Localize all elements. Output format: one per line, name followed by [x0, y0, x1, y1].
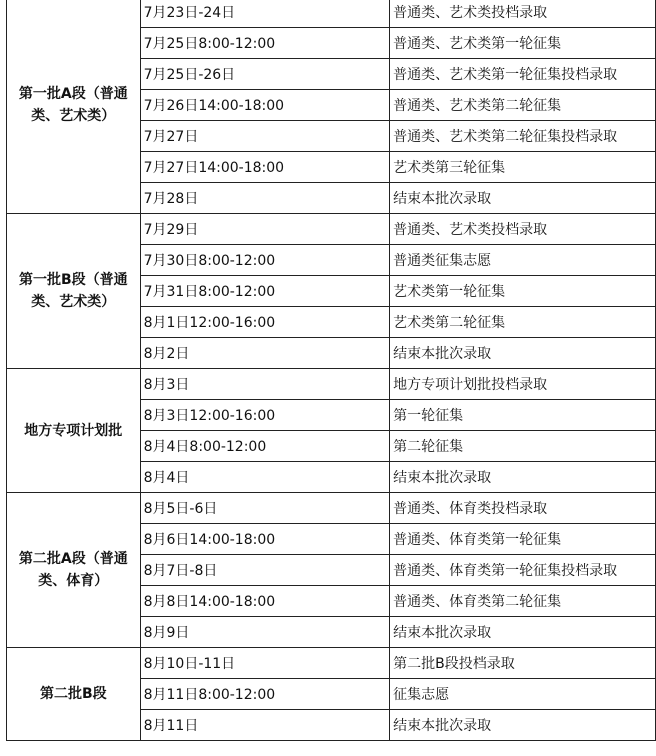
- admission-schedule-table: [6, 0, 656, 741]
- description-cell: 结束本批次录取: [390, 462, 656, 493]
- date-cell: 7月23日-24日: [140, 0, 390, 28]
- batch-name: 第一批B段（普通类、艺术类）: [18, 272, 128, 310]
- description-cell: 结束本批次录取: [390, 617, 656, 648]
- date-cell: 8月2日: [140, 338, 390, 369]
- description-cell: 艺术类第一轮征集: [390, 276, 656, 307]
- description-cell: 普通类、艺术类投档录取: [390, 0, 656, 28]
- batch-name-cell: [7, 0, 141, 214]
- schedule-body: [7, 0, 656, 741]
- batch-name-cell: [7, 369, 141, 493]
- date-cell: 8月11日8:00-12:00: [140, 679, 390, 710]
- batch-name: 第二批B段: [39, 686, 107, 702]
- description-cell: 普通类、艺术类投档录取: [390, 214, 656, 245]
- date-cell: 8月5日-6日: [140, 493, 390, 524]
- date-cell: 8月7日-8日: [140, 555, 390, 586]
- date-cell: 8月10日-11日: [140, 648, 390, 679]
- date-cell: 8月3日: [140, 369, 390, 400]
- description-cell: 普通类、体育类第一轮征集: [390, 524, 656, 555]
- description-cell: 结束本批次录取: [390, 183, 656, 214]
- table-row: [7, 0, 656, 28]
- description-cell: 第二批B段投档录取: [390, 648, 656, 679]
- description-cell: 普通类、艺术类第一轮征集: [390, 28, 656, 59]
- date-cell: 7月27日14:00-18:00: [140, 152, 390, 183]
- description-cell: 普通类、艺术类第二轮征集: [390, 90, 656, 121]
- table-row: [7, 214, 656, 245]
- description-cell: 第一轮征集: [390, 400, 656, 431]
- description-cell: 第二轮征集: [390, 431, 656, 462]
- batch-name-cell: [7, 214, 141, 369]
- description-cell: 普通类征集志愿: [390, 245, 656, 276]
- description-cell: 艺术类第二轮征集: [390, 307, 656, 338]
- date-cell: 8月1日12:00-16:00: [140, 307, 390, 338]
- description-cell: 结束本批次录取: [390, 338, 656, 369]
- date-cell: 8月11日: [140, 710, 390, 741]
- description-cell: 地方专项计划批投档录取: [390, 369, 656, 400]
- batch-name-cell: [7, 648, 141, 741]
- description-cell: 普通类、艺术类第二轮征集投档录取: [390, 121, 656, 152]
- description-cell: 结束本批次录取: [390, 710, 656, 741]
- date-cell: 7月26日14:00-18:00: [140, 90, 390, 121]
- date-cell: 8月4日8:00-12:00: [140, 431, 390, 462]
- date-cell: 7月27日: [140, 121, 390, 152]
- description-cell: 普通类、体育类投档录取: [390, 493, 656, 524]
- date-cell: 8月6日14:00-18:00: [140, 524, 390, 555]
- description-cell: 艺术类第三轮征集: [390, 152, 656, 183]
- description-cell: 普通类、艺术类第一轮征集投档录取: [390, 59, 656, 90]
- date-cell: 7月31日8:00-12:00: [140, 276, 390, 307]
- date-cell: 7月25日8:00-12:00: [140, 28, 390, 59]
- date-cell: 7月30日8:00-12:00: [140, 245, 390, 276]
- batch-name: 地方专项计划批: [24, 422, 123, 439]
- date-cell: 8月9日: [140, 617, 390, 648]
- batch-name: 第一批A段（普通类、艺术类）: [18, 86, 128, 124]
- description-cell: 征集志愿: [390, 679, 656, 710]
- batch-name-cell: [7, 493, 141, 648]
- table-row: [7, 493, 656, 524]
- batch-name: 第二批A段（普通类、体育）: [18, 551, 128, 589]
- date-cell: 7月28日: [140, 183, 390, 214]
- description-cell: 普通类、体育类第一轮征集投档录取: [390, 555, 656, 586]
- table-row: [7, 369, 656, 400]
- date-cell: 8月8日14:00-18:00: [140, 586, 390, 617]
- date-cell: 7月25日-26日: [140, 59, 390, 90]
- date-cell: 7月29日: [140, 214, 390, 245]
- description-cell: 普通类、体育类第二轮征集: [390, 586, 656, 617]
- date-cell: 8月4日: [140, 462, 390, 493]
- date-cell: 8月3日12:00-16:00: [140, 400, 390, 431]
- table-row: [7, 648, 656, 679]
